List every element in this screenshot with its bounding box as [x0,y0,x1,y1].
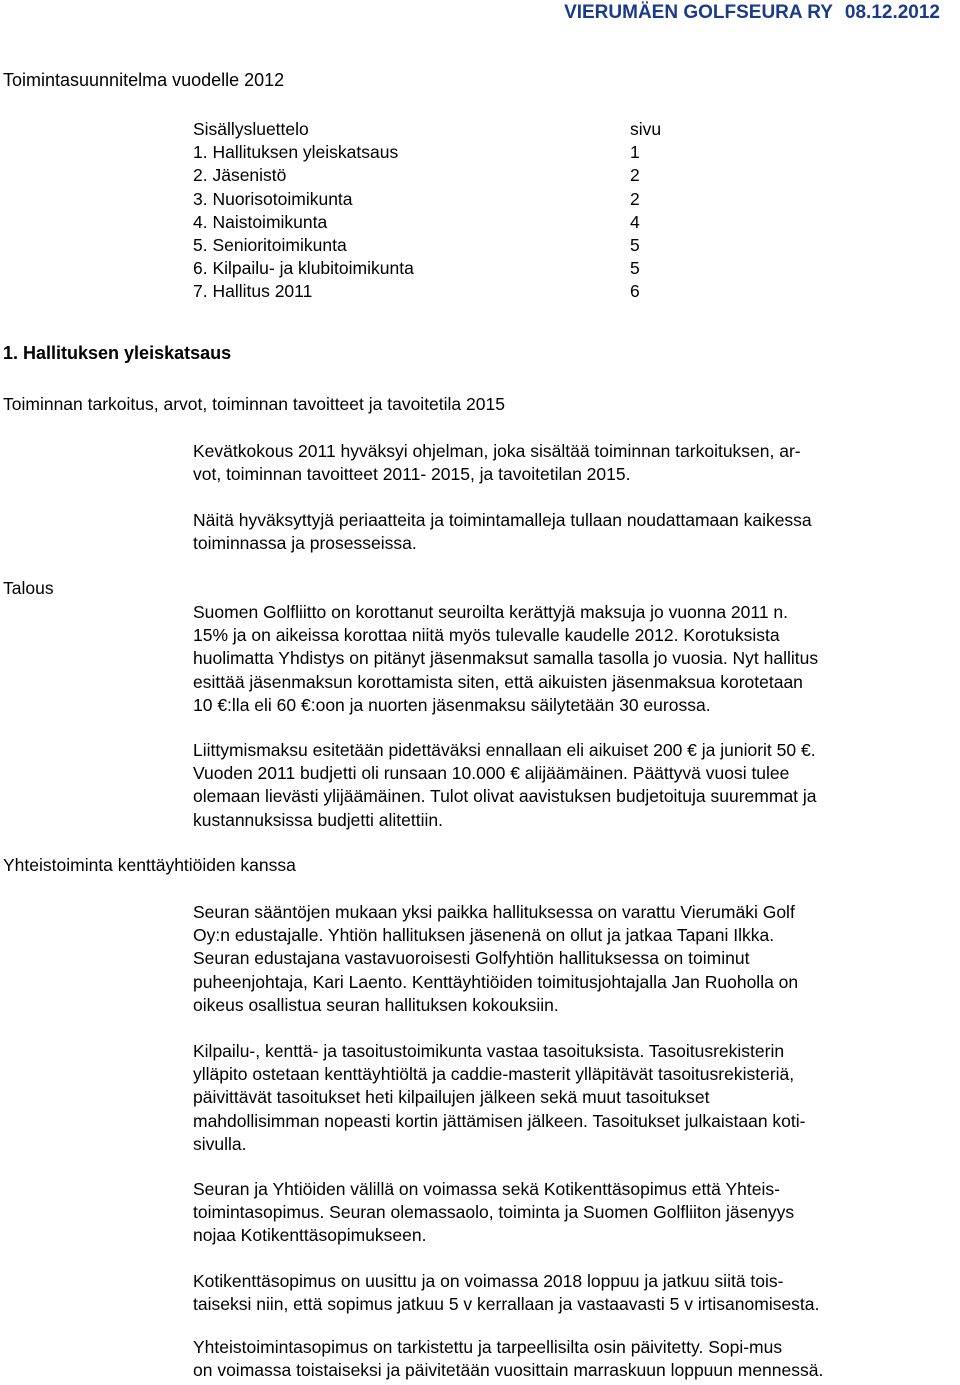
toc-item-page: 1 [630,142,640,163]
toc-item-page: 2 [630,188,640,209]
paragraph [193,601,955,717]
section-subtitle: Toiminnan tarkoitus, arvot, toiminnan tavoitteet ja tavoitetila 2015 [3,394,505,414]
paragraph-line: kustannuksissa budjetti alitettiin. [193,809,443,830]
toc-item [193,141,673,164]
paragraph [193,1040,955,1156]
paragraph [193,509,955,555]
paragraph-line: olemaan lievästi ylijäämäinen. Tulot olivat aavistuksen budjetoituja suuremmat ja [193,786,817,807]
paragraph [193,739,955,832]
document-header [564,2,940,24]
paragraph [193,901,955,1017]
paragraph-line: toimintasopimus. Seuran olemassaolo, toiminta ja Suomen Golfliiton jäsenyys [193,1202,795,1223]
toc-item [193,257,673,280]
paragraph [193,1270,955,1316]
paragraph-line: Näitä hyväksyttyjä periaatteita ja toimintamalleja tullaan noudattamaan kaikessa [193,510,812,530]
document-title: Toimintasuunnitelma vuodelle 2012 [3,70,285,90]
side-label-talous: Talous [3,578,54,598]
paragraph-line: Oy:n edustajalle. Yhtiön hallituksen jäsenenä on ollut ja jatkaa Tapani Ilkka. [193,925,775,946]
paragraph-line: esittää jäsenmaksun korottamista siten, että aikuisten jäsenmaksua korotetaan [193,671,803,692]
toc-item-page: 5 [630,234,640,255]
toc-item [193,164,673,187]
paragraph-line: taiseksi niin, että sopimus jatkuu 5 v kerrallaan ja vastaavasti 5 v irtisanomisesta. [193,1294,820,1315]
paragraph-line: Seuran edustajana vastavuoroisesti Golfyhtiön hallituksessa on toiminut [193,948,750,969]
paragraph-line: Suomen Golfliitto on korottanut seuroilta kerättyjä maksuja jo vuonna 2011 n. [193,602,789,622]
paragraph-line: vot, toiminnan tavoitteet 2011- 2015, ja tavoitetilan 2015. [193,464,631,485]
toc-item-page: 6 [630,281,640,302]
toc-heading-row [193,118,673,141]
paragraph [193,1336,955,1382]
paragraph-line: Liittymismaksu esitetään pidettäväksi ennallaan eli aikuiset 200 € ja juniorit 50 €. [193,740,816,760]
toc-item-page: 5 [630,258,640,279]
paragraph-line: Seuran sääntöjen mukaan yksi paikka hallituksessa on varattu Vierumäki Golf [193,902,795,922]
paragraph-line: Seuran ja Yhtiöiden välillä on voimassa sekä Kotikenttäsopimus että Yhteis- [193,1179,780,1199]
paragraph-line: huolimatta Yhdistys on pitänyt jäsenmaksut samalla tasolla jo vuosia. Nyt hallitus [193,648,819,669]
toc-item-page: 2 [630,165,640,186]
paragraph-line: 15% ja on aikeissa korottaa niitä myös tulevalle kaudelle 2012. Korotuksista [193,625,780,646]
toc-item [193,211,673,234]
toc-item-title: 4. Naistoimikunta [193,211,328,232]
toc-item-title: 3. Nuorisotoimikunta [193,188,353,209]
toc-item-title: 5. Senioritoimikunta [193,234,347,255]
toc-heading: Sisällysluettelo [193,119,309,139]
paragraph-line: oikeus osallistua seuran hallituksen kokouksiin. [193,994,559,1015]
toc-item [193,280,673,303]
paragraph [193,440,955,486]
paragraph-line: nojaa Kotikenttäsopimukseen. [193,1225,427,1246]
paragraph-line: Yhteistoimintasopimus on tarkistettu ja tarpeellisilta osin päivitetty. Sopi-mus [193,1337,783,1357]
paragraph-line: puheenjohtaja, Kari Laento. Kenttäyhtiöiden toimitusjohtajalla Jan Ruoholla on [193,971,799,992]
paragraph-line: mahdollisimman nopeasti kortin jättämisen jälkeen. Tasoitukset julkaistaan koti- [193,1110,806,1131]
toc-item-title: 1. Hallituksen yleiskatsaus [193,142,399,163]
paragraph-line: on voimassa toistaiseksi ja päivitetään vuosittain marraskuun loppuun mennessä. [193,1360,824,1381]
side-label-yhteistoiminta: Yhteistoiminta kenttäyhtiöiden kanssa [3,855,296,875]
paragraph-line: Kevätkokous 2011 hyväksyi ohjelman, joka sisältää toiminnan tarkoituksen, ar- [193,441,801,461]
paragraph-line: sivulla. [193,1133,247,1154]
toc-item-title: 7. Hallitus 2011 [193,281,313,302]
paragraph-line: toiminnassa ja prosesseissa. [193,533,417,554]
toc-item [193,188,673,211]
document-date: 08.12.2012 [844,2,940,23]
paragraph-line: ylläpito ostetaan kenttäyhtiöltä ja caddie-masterit ylläpitävät tasoitusrekisteriä, [193,1064,795,1085]
toc-item-title: 6. Kilpailu- ja klubitoimikunta [193,258,414,279]
paragraph-line: päivittävät tasoitukset heti kilpailujen jälkeen sekä muut tasoitukset [193,1087,710,1108]
toc-item-page: 4 [630,211,640,232]
paragraph [193,1178,955,1248]
table-of-contents [193,118,673,304]
organization-name: VIERUMÄEN GOLFSEURA RY [564,2,833,23]
paragraph-line: 10 €:lla eli 60 €:oon ja nuorten jäsenmaksu säilytetään 30 eurossa. [193,694,711,715]
paragraph-line: Kilpailu-, kenttä- ja tasoitustoimikunta vastaa tasoituksista. Tasoitusrekisterin [193,1041,785,1061]
paragraph-line: Vuoden 2011 budjetti oli runsaan 10.000 € alijäämäinen. Päättyvä vuosi tulee [193,763,790,784]
toc-item [193,234,673,257]
paragraph-line: Kotikenttäsopimus on uusittu ja on voimassa 2018 loppuu ja jatkuu siitä tois- [193,1271,784,1291]
toc-page-heading: sivu [630,119,662,139]
toc-item-title: 2. Jäsenistö [193,165,287,186]
section-title: 1. Hallituksen yleiskatsaus [3,343,232,363]
